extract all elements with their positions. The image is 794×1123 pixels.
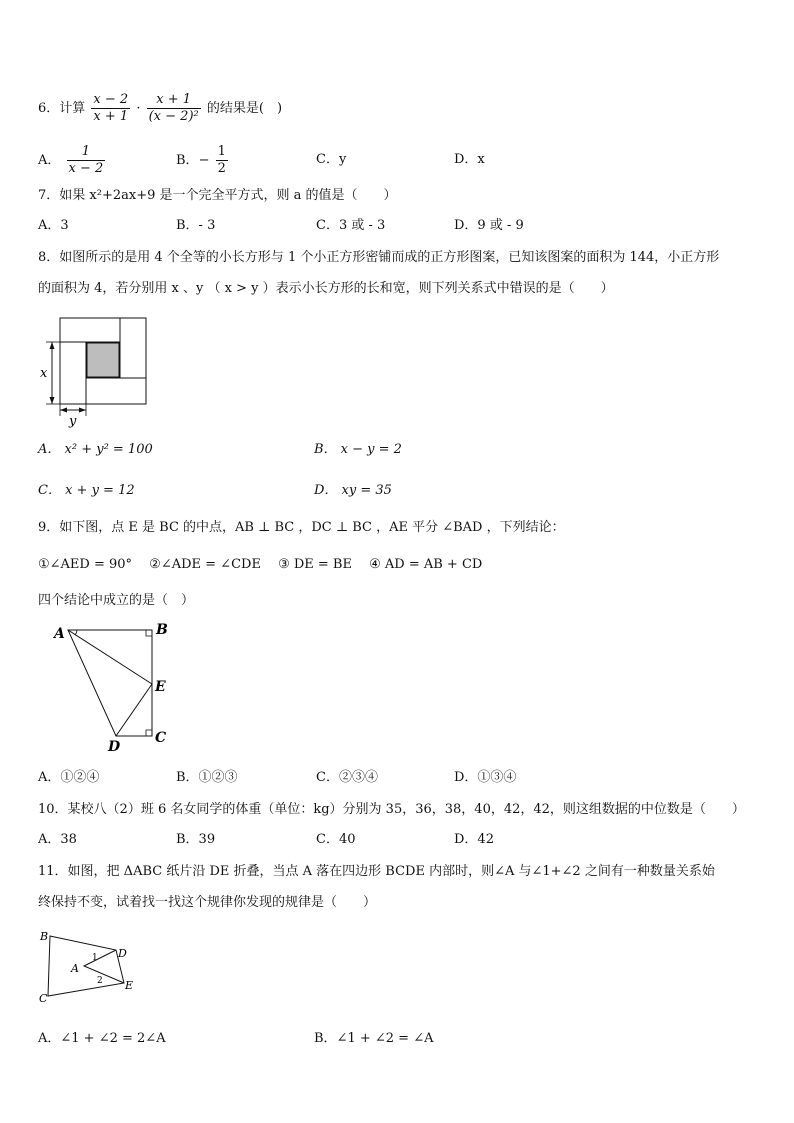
fig-label-y: y <box>69 414 77 429</box>
q6-option-a[interactable]: A． $\frac{1}{x - 2}$ <box>38 144 104 176</box>
q10-option-b[interactable]: B．39 <box>176 832 216 847</box>
point-a-label: A <box>71 962 79 975</box>
q9-conclusions: ①∠AED = 90° ②∠ADE = ∠CDE ③ DE = BE ④ AD = AB + CD <box>38 557 483 572</box>
q8-option-b[interactable]: B． x − y = 2 <box>314 442 402 457</box>
q7-option-a[interactable]: A．3 <box>38 218 69 233</box>
angle-1-label: 1 <box>92 953 98 963</box>
point-c-label: C <box>39 992 48 1005</box>
q6-option-b[interactable]: B．− $\frac{1}{2}$ <box>176 144 226 176</box>
small-square <box>87 343 119 377</box>
q9-option-a[interactable]: A．①②④ <box>38 770 100 785</box>
q10-option-c[interactable]: C．40 <box>316 832 356 847</box>
q8-option-c[interactable]: C． x + y = 12 <box>38 483 135 498</box>
q10-stem: 10．某校八（2）班 6 名女同学的体重（单位：kg）分别为 35，36，38，40，42，42，则这组数据的中位数是（ ） <box>38 802 745 817</box>
point-b-label: B <box>156 622 168 638</box>
q9-option-b[interactable]: B．①②③ <box>176 770 238 785</box>
point-b-label: B <box>40 930 49 943</box>
q7-option-b[interactable]: B．- 3 <box>176 218 216 233</box>
point-d-label: D <box>108 739 121 755</box>
point-a-label: A <box>54 626 65 642</box>
q7-stem: 7．如果 x²+2ax+9 是一个完全平方式，则 a 的值是（ ） <box>38 188 397 203</box>
q9-question: 四个结论中成立的是（ ） <box>38 593 195 608</box>
q11-stem-line2: 终保持不变，试着找一找这个规律你发现的规律是（ ） <box>38 895 377 910</box>
q6-option-c[interactable]: C．y <box>316 152 347 167</box>
angle-2-label: 2 <box>97 976 103 986</box>
q11-option-b[interactable]: B．∠1 + ∠2 = ∠A <box>314 1031 434 1046</box>
q8-option-a[interactable]: A． x² + y² = 100 <box>38 442 153 457</box>
q6-option-d[interactable]: D．x <box>454 152 485 167</box>
point-e-label: E <box>125 979 134 992</box>
q7-option-d[interactable]: D．9 或 - 9 <box>454 218 524 233</box>
q9-trapezoid-figure <box>44 618 180 758</box>
q6-fraction-1: $\frac{x - 2}{x + 1}$ <box>93 92 129 124</box>
q9-option-d[interactable]: D．①③④ <box>454 770 517 785</box>
q7-option-c[interactable]: C．3 或 - 3 <box>316 218 386 233</box>
point-c-label: C <box>155 730 167 746</box>
point-d-label: D <box>118 947 127 960</box>
fig-label-x: x <box>40 366 48 381</box>
q8-stem-line1: 8．如图所示的是用 4 个全等的小长方形与 1 个小正方形密铺而成的正方形图案，已知该图案的面积为 144，小正方形 <box>38 250 720 265</box>
q10-option-d[interactable]: D．42 <box>454 832 494 847</box>
point-e-label: E <box>155 679 166 695</box>
q11-stem-line1: 11．如图，把 ΔABC 纸片沿 DE 折叠，当点 A 落在四边形 BCDE 内部时，则∠A 与∠1+∠2 之间有一种数量关系始 <box>38 864 715 879</box>
q9-stem: 9．如下图，点 E 是 BC 的中点，AB ⊥ BC ，DC ⊥ BC ，AE 平分 ∠BAD ，下列结论： <box>38 520 565 535</box>
q6-fraction-2: $\frac{x + 1}{\text{(x − 2)²}}$ <box>148 92 199 124</box>
q11-fold-figure <box>36 926 140 1008</box>
q11-option-a[interactable]: A．∠1 + ∠2 = 2∠A <box>38 1031 166 1046</box>
q9-option-c[interactable]: C．②③④ <box>316 770 378 785</box>
q8-option-d[interactable]: D． xy = 35 <box>314 483 392 498</box>
q8-square-figure <box>30 312 160 430</box>
q8-stem-line2: 的面积为 4，若分别用 x 、y （ x > y ）表示小长方形的长和宽，则下列关系式中错误的是（ ） <box>38 281 614 296</box>
q10-option-a[interactable]: A．38 <box>38 832 77 847</box>
q6-stem: 6．计算 $\frac{x - 2}{x + 1}$ · $\frac{x + 1}{\text{(x − 2)²}}$ 的结果是( ) <box>38 92 283 124</box>
